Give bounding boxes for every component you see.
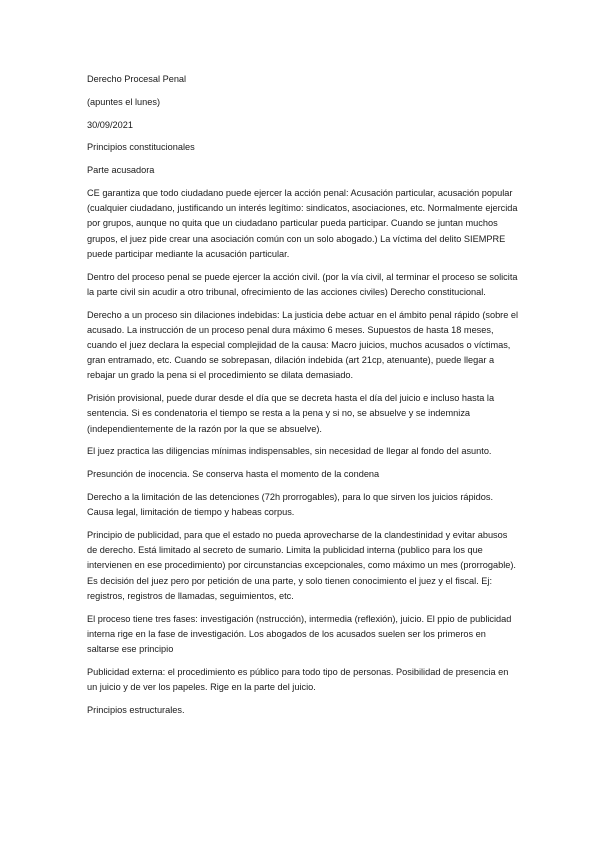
document-subtitle: (apuntes el lunes) bbox=[87, 96, 161, 107]
paragraph-diligencias: El juez practica las diligencias mínimas indispensables, sin necesidad de llegar al fondo del asunto. bbox=[87, 446, 492, 457]
document-title: Derecho Procesal Penal bbox=[87, 74, 187, 84]
paragraph-principios-estructurales: Principios estructurales. bbox=[87, 704, 185, 715]
paragraph-accion-civil: Dentro del proceso penal se puede ejercer la acción civil. (por la vía civil, al terminar el proceso se solicita la parte civil sin acudir a otro tribunal, ofrecimiento de las acciones civiles) Derecho constitucional. bbox=[87, 271, 518, 297]
paragraph-limitacion-detenciones: Derecho a la limitación de las detenciones (72h prorrogables), para lo que sirven los juicios rápidos. Causa legal, limitación de tiempo y habeas corpus. bbox=[87, 492, 493, 518]
paragraph-presuncion-inocencia: Presunción de inocencia. Se conserva hasta el momento de la condena bbox=[87, 469, 380, 480]
paragraph-publicidad-externa: Publicidad externa: el procedimiento es público para todo tipo de personas. Posibilidad de presencia en un juicio y de ver los papeles. Rige en la parte del juicio. bbox=[87, 666, 509, 693]
section-heading: Principios constitucionales bbox=[87, 142, 195, 153]
subsection-heading: Parte acusadora bbox=[87, 165, 155, 176]
document-date: 30/09/2021 bbox=[87, 119, 133, 130]
paragraph-dilaciones-indebidas: Derecho a un proceso sin dilaciones indebidas: La justicia debe actuar en el ámbito penal rápido (sobre el acusado. La instrucción de un proceso penal dura máximo 6 meses. Supuestos de hasta 18 meses, cuando el juez declara la especial complejidad de la causa: Macro juicios, muchos acusados o víctimas, gran entramado, etc. Cuando se sobrepasan, dilación indebida (art 21cp, atenuante), puede llegar a rebajar un grado la pena si el procedimiento se dilata demasiado. bbox=[87, 309, 519, 381]
paragraph-accion-penal: CE garantiza que todo ciudadano puede ejercer la acción penal: Acusación particular, acusación popular (cualquier ciudadano, justificando un interés legítimo: sindicatos, asociaciones, etc. Normalmente ejercida por grupos, aunque no quita que un ciudadano particular pueda participar. Cuando se juntan muchos grupos, el juez pide crear una asociación común con un solo abogado.) La víctima del delito SIEMPRE puede participar mediante la acusación particular. bbox=[87, 187, 518, 259]
paragraph-prision-provisional: Prisión provisional, puede durar desde el día que se decreta hasta el día del juicio e incluso hasta la sentencia. Si es condenatoria el tiempo se resta a la pena y si no, se absuelve y se indemniza (independientemente de la razón por la que se absuelve). bbox=[87, 393, 495, 434]
paragraph-fases-proceso: El proceso tiene tres fases: investigación (nstrucción), intermedia (reflexión), juicio. El ppio de publicidad interna rige en la fase de investigación. Los abogados de los acusados suelen ser los primeros en saltarse ese principio bbox=[87, 613, 512, 655]
document-body bbox=[87, 72, 519, 726]
paragraph-principio-publicidad: Principio de publicidad, para que el estado no pueda aprovecharse de la clandestinidad y evitar abusos de derecho. Está limitado al secreto de sumario. Limita la publicidad interna (publico para los que intervienen en ese procedimiento) por circunstancias excepcionales, como máximo un mes (prorrogable). Es decisión del juez pero por petición de una parte, y solo tienen conocimiento el juez y el fiscal. Ej: registros, registros de llamadas, seguimientos, etc. bbox=[87, 530, 516, 601]
